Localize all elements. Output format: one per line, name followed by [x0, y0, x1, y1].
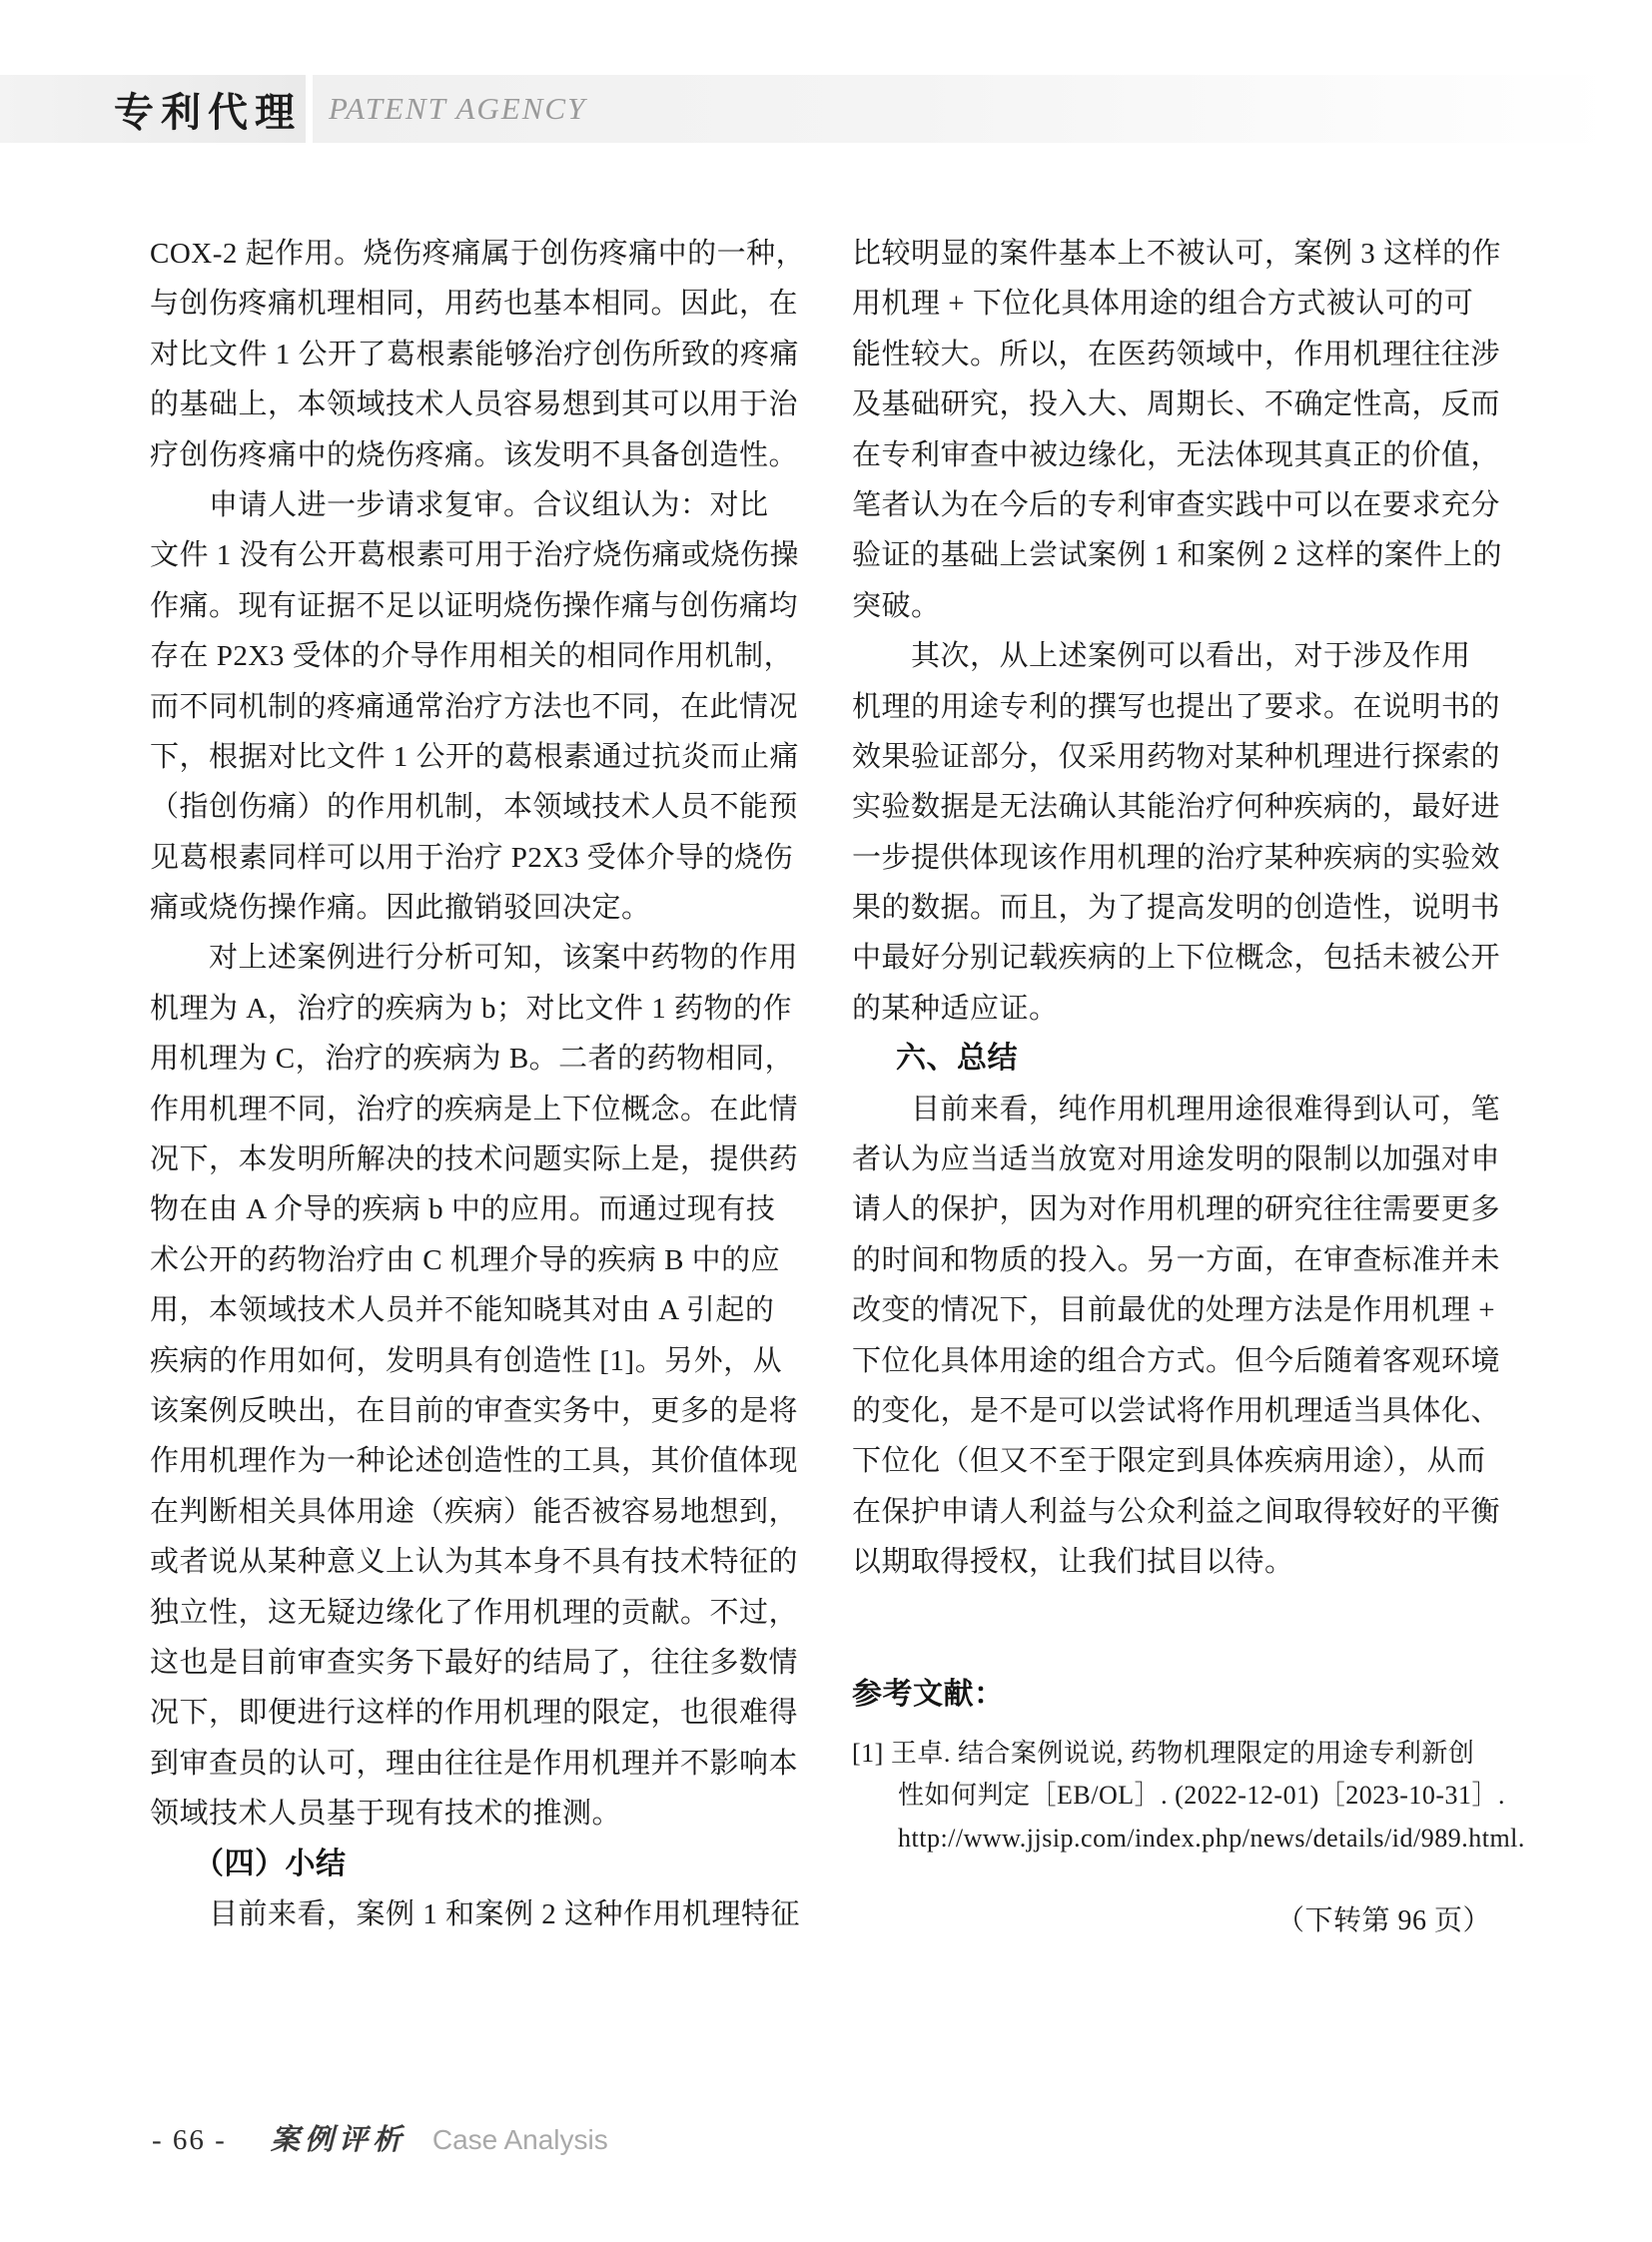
text-line: 独立性，这无疑边缘化了作用机理的贡献。不过， — [150, 1596, 799, 1629]
text-line: 作用机理不同，治疗的疾病是上下位概念。在此情 — [150, 1093, 799, 1125]
text-line: 机理的用途专利的撰写也提出了要求。在说明书的 — [852, 690, 1501, 723]
text-line: 笔者认为在今后的专利审查实践中可以在要求充分 — [852, 488, 1501, 521]
text-line: 的变化，是不是可以尝试将作用机理适当具体化、 — [852, 1394, 1501, 1427]
text-line: 疗创伤疼痛中的烧伤疼痛。该发明不具备创造性。 — [150, 438, 799, 471]
text-line: 对上述案例进行分析可知，该案中药物的作用 — [150, 942, 799, 975]
column-title-chinese: 专利代理 — [114, 90, 302, 135]
text-line: 用，本领域技术人员并不能知晓其对由 A 引起的 — [150, 1294, 775, 1327]
text-line: 该案例反映出，在目前的审查实务中，更多的是将 — [150, 1394, 799, 1427]
right-summary-lines — [852, 1085, 1501, 1588]
text-line: 到审查员的认可，理由往往是作用机理并不影响本 — [150, 1747, 799, 1780]
section-heading-summary: 六、总结 — [896, 1042, 1018, 1076]
references-heading: 参考文献： — [852, 1677, 1005, 1711]
text-line: 者认为应当适当放宽对用途发明的限制以加强对申 — [852, 1143, 1501, 1176]
text-line: 物在由 A 介导的疾病 b 中的应用。而通过现有技 — [150, 1193, 776, 1226]
text-line: 术公开的药物治疗由 C 机理介导的疾病 B 中的应 — [150, 1243, 781, 1276]
text-line: 下位化（但又不至于限定到具体疾病用途），从而 — [852, 1445, 1486, 1478]
text-line: 比较明显的案件基本上不被认可，案例 3 这样的作 — [852, 238, 1502, 270]
subsection-heading: （四）小结 — [194, 1847, 347, 1880]
text-line: 见葛根素同样可以用于治疗 P2X3 受体介导的烧伤 — [150, 841, 794, 874]
header-band-right — [313, 75, 1613, 143]
text-line: 能性较大。所以，在医药领域中，作用机理往往涉 — [852, 338, 1501, 371]
text-line: 中最好分别记载疾病的上下位概念，包括未被公开 — [852, 942, 1501, 975]
text-line: 一步提供体现该作用机理的治疗某种疾病的实验效 — [852, 841, 1501, 874]
text-line: 以期取得授权，让我们拭目以待。 — [852, 1546, 1294, 1579]
references-block — [852, 1673, 1525, 1944]
continuation-note: （下转第 96 页） — [1275, 1905, 1491, 1937]
column-title-english: PATENT AGENCY — [329, 91, 587, 126]
text-line: （指创伤痛）的作用机制，本领域技术人员不能预 — [150, 791, 799, 824]
text-line: 痛或烧伤操作痛。因此撤销驳回决定。 — [150, 892, 651, 925]
text-line: 目前来看，案例 1 和案例 2 这种作用机理特征 — [150, 1897, 801, 1930]
reference-entry — [852, 1733, 1525, 1861]
text-line: 机理为 A，治疗的疾病为 b；对比文件 1 药物的作 — [150, 992, 792, 1025]
text-line: 请人的保护，因为对作用机理的研究往往需要更多 — [852, 1193, 1501, 1226]
reference-line: 性如何判定［EB/OL］. (2022-12-01)［2023-10-31］. — [898, 1781, 1506, 1811]
text-line: 况下，本发明所解决的技术问题实际上是，提供药 — [150, 1143, 799, 1176]
text-line: 这也是目前审查实务下最好的结局了，往往多数情 — [150, 1646, 799, 1679]
reference-line: http://www.jjsip.com/index.php/news/details/id/989.html. — [898, 1823, 1525, 1853]
text-line: 及基础研究，投入大、周期长、不确定性高，反而 — [852, 388, 1501, 421]
header-band-left — [0, 75, 306, 143]
text-line: 而不同机制的疼痛通常治疗方法也不同，在此情况 — [150, 690, 799, 723]
text-line: 验证的基础上尝试案例 1 和案例 2 这样的案件上的 — [852, 539, 1503, 572]
text-line: 况下，即便进行这样的作用机理的限定，也很难得 — [150, 1697, 799, 1730]
text-line: 实验数据是无法确认其能治疗何种疾病的，最好进 — [852, 791, 1501, 824]
left-text-column — [150, 229, 806, 1939]
text-line: 或者说从某种意义上认为其本身不具有技术特征的 — [150, 1546, 799, 1579]
footer-section-chinese: 案例评析 — [270, 2124, 407, 2156]
text-line: 的基础上，本领域技术人员容易想到其可以用于治 — [150, 388, 799, 421]
page-number: - 66 - — [152, 2124, 227, 2156]
text-line: 用机理 + 下位化具体用途的组合方式被认可的可 — [852, 288, 1474, 321]
text-line: 其次，从上述案例可以看出，对于涉及作用 — [852, 640, 1471, 673]
text-line: 效果验证部分，仅采用药物对某种机理进行探索的 — [852, 740, 1501, 773]
text-line: 申请人进一步请求复审。合议组认为：对比 — [150, 488, 769, 521]
text-line: 文件 1 没有公开葛根素可用于治疗烧伤痛或烧伤操 — [150, 539, 800, 572]
page-footer — [152, 2117, 608, 2158]
text-line: 的时间和物质的投入。另一方面，在审查标准并未 — [852, 1243, 1501, 1276]
text-line: 下位化具体用途的组合方式。但今后随着客观环境 — [852, 1344, 1501, 1377]
text-line: 领域技术人员基于现有技术的推测。 — [150, 1798, 622, 1831]
text-line: 下，根据对比文件 1 公开的葛根素通过抗炎而止痛 — [150, 740, 800, 773]
text-line: 作用机理作为一种论述创造性的工具，其价值体现 — [150, 1445, 799, 1478]
text-line: 改变的情况下，目前最优的处理方法是作用机理 + — [852, 1294, 1496, 1327]
text-line: 与创伤疼痛机理相同，用药也基本相同。因此，在 — [150, 288, 799, 321]
reference-line: [1] 王卓. 结合案例说说, 药物机理限定的用途专利新创 — [852, 1738, 1475, 1768]
text-line: 在专利审查中被边缘化，无法体现其真正的价值， — [852, 438, 1501, 471]
footer-section-english: Case Analysis — [431, 2124, 608, 2155]
text-line: 在判断相关具体用途（疾病）能否被容易地想到， — [150, 1495, 799, 1528]
left-body-lines — [150, 229, 806, 1840]
text-line: 用机理为 C，治疗的疾病为 B。二者的药物相同， — [150, 1043, 795, 1076]
text-line: 作痛。现有证据不足以证明烧伤操作痛与创伤痛均 — [150, 589, 799, 622]
right-text-column — [852, 229, 1525, 1943]
text-line: 目前来看，纯作用机理用途很难得到认可，笔 — [852, 1093, 1501, 1125]
text-line: 在保护申请人利益与公众利益之间取得较好的平衡 — [852, 1495, 1501, 1528]
text-line: 疾病的作用如何，发明具有创造性 [1]。另外，从 — [150, 1344, 783, 1377]
text-line: 突破。 — [852, 589, 941, 622]
text-line: COX-2 起作用。烧伤疼痛属于创伤疼痛中的一种， — [150, 238, 806, 270]
right-body-lines — [852, 229, 1501, 1034]
left-tail-lines — [150, 1889, 801, 1939]
text-line: 存在 P2X3 受体的介导作用相关的相同作用机制， — [150, 640, 794, 673]
text-line: 对比文件 1 公开了葛根素能够治疗创伤所致的疼痛 — [150, 338, 800, 371]
text-line: 果的数据。而且，为了提高发明的创造性，说明书 — [852, 892, 1501, 925]
text-line: 的某种适应证。 — [852, 992, 1059, 1025]
